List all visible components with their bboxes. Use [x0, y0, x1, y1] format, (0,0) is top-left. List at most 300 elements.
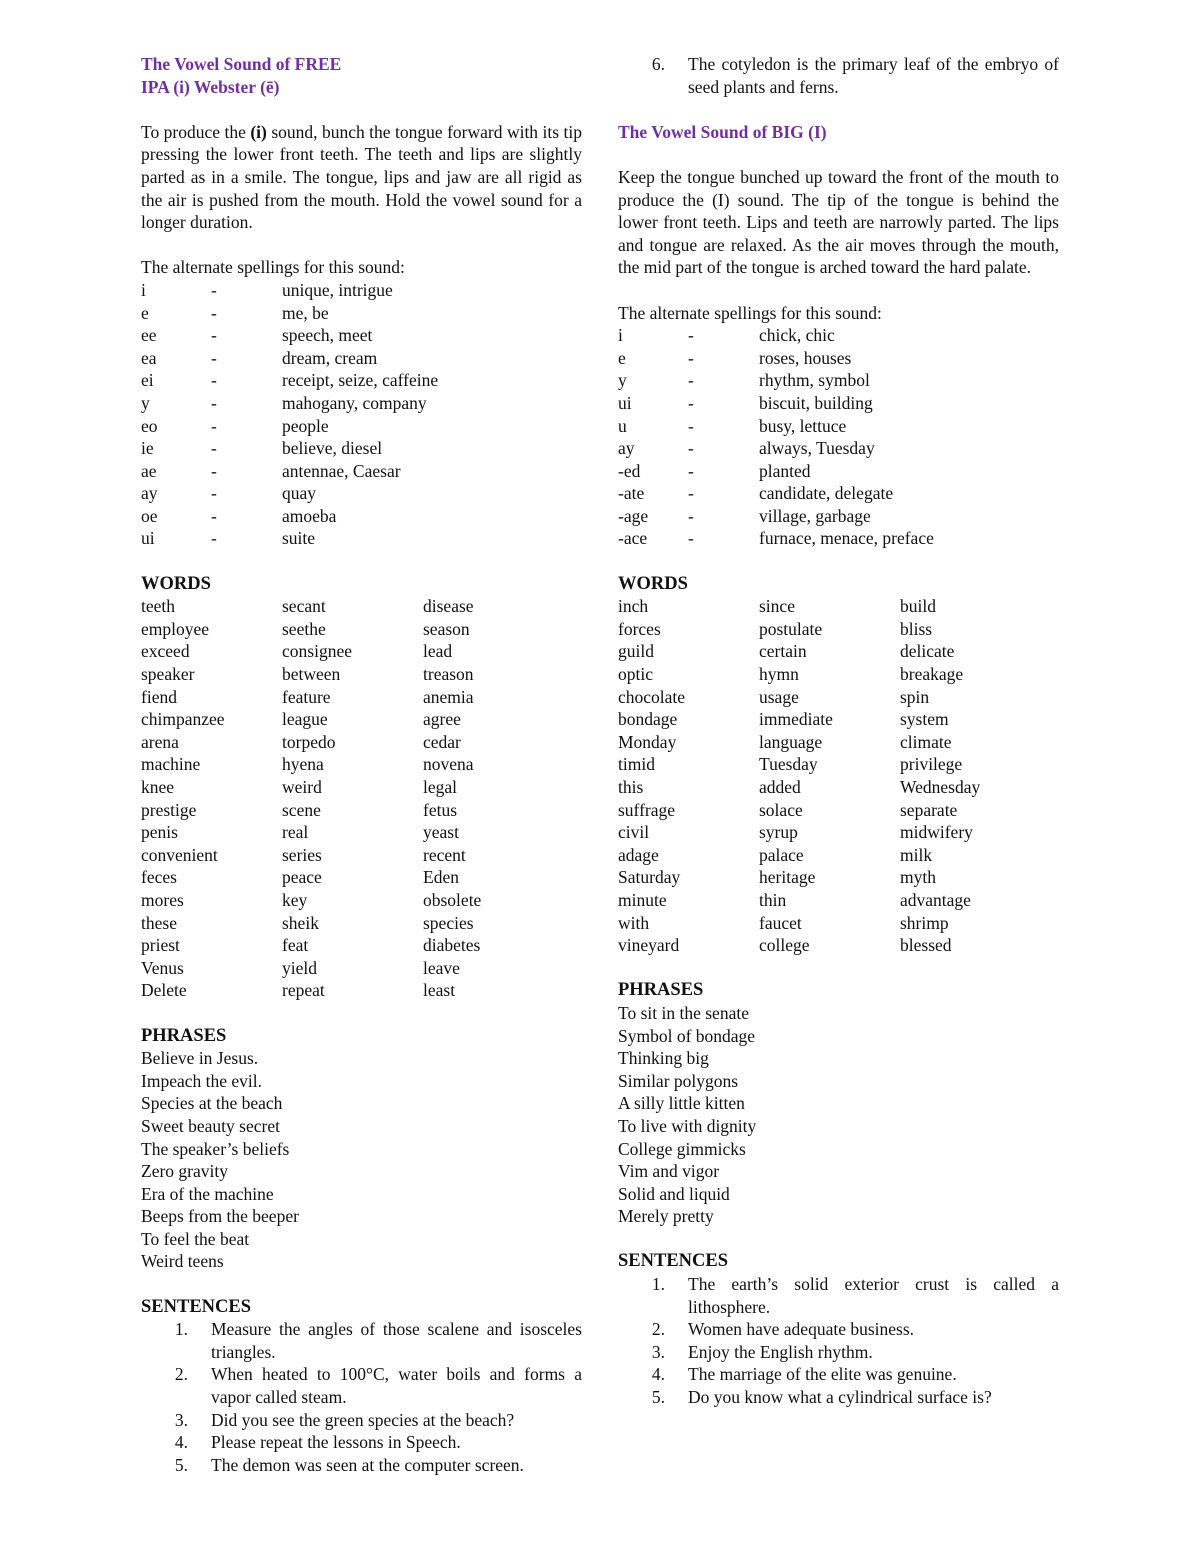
spelling-examples: mahogany, company: [282, 392, 427, 413]
word-cell: immediate: [759, 709, 833, 730]
sentence-number: 2.: [651, 1319, 665, 1340]
word-cell: bondage: [618, 709, 678, 730]
phrase-item: Beeps from the beeper: [141, 1206, 299, 1227]
word-cell: feature: [282, 686, 331, 707]
word-cell: delicate: [900, 641, 955, 662]
spelling-pattern: i: [141, 279, 146, 300]
words-heading: WORDS: [618, 573, 688, 594]
spelling-pattern: -ate: [618, 483, 645, 504]
spelling-row: [618, 527, 1059, 550]
word-cell: recent: [423, 844, 466, 865]
sentence-item: [618, 1318, 1059, 1341]
words-row: [618, 821, 1059, 844]
spelling-row: [141, 369, 582, 392]
phrases-list: [618, 1002, 1059, 1228]
word-cell: obsolete: [423, 889, 482, 910]
words-heading: WORDS: [141, 573, 211, 594]
word-cell: this: [618, 777, 644, 797]
words-row: [618, 844, 1059, 867]
word-cell: usage: [759, 686, 799, 707]
spelling-pattern: i: [618, 325, 623, 346]
word-cell: optic: [618, 664, 653, 685]
word-cell: seethe: [282, 618, 326, 639]
word-cell: myth: [900, 867, 936, 888]
spellings-list: [618, 324, 1059, 550]
word-cell: spin: [900, 686, 930, 707]
spelling-examples: rhythm, symbol: [759, 370, 870, 391]
spelling-dash: -: [211, 279, 217, 300]
words-row: [141, 731, 582, 754]
word-cell: agree: [423, 709, 461, 730]
words-row: [141, 799, 582, 822]
spelling-row: [141, 527, 582, 550]
words-row: [618, 889, 1059, 912]
sentence-number: 1.: [174, 1319, 188, 1340]
words-row: [618, 663, 1059, 686]
spelling-pattern: -ed: [618, 460, 641, 481]
spelling-row: [618, 505, 1059, 528]
word-cell: suffrage: [618, 799, 676, 820]
phrase-item: Weird teens: [141, 1251, 224, 1272]
phrase-item: Era of the machine: [141, 1183, 274, 1204]
word-cell: college: [759, 935, 810, 956]
words-grid: [618, 595, 1059, 957]
word-cell: palace: [759, 844, 804, 865]
word-cell: feces: [141, 867, 177, 888]
left-column: [141, 53, 582, 1476]
section-title-big: The Vowel Sound of BIG (I): [618, 121, 827, 142]
phrase-item: To live with dignity: [618, 1115, 757, 1136]
sentences-list: [618, 1273, 1059, 1409]
phrase-item: Similar polygons: [618, 1070, 739, 1091]
spelling-row: [618, 347, 1059, 370]
spelling-dash: -: [211, 370, 217, 391]
word-cell: fetus: [423, 799, 458, 820]
word-cell: advantage: [900, 889, 971, 910]
phrases-heading: PHRASES: [618, 980, 704, 1001]
spelling-row: [618, 460, 1059, 483]
word-cell: species: [423, 912, 474, 933]
sentence-text: The cotyledon is the primary leaf of the embryo of seed plants and ferns.: [688, 54, 1059, 97]
word-cell: league: [282, 709, 328, 730]
sentence-item: [618, 1363, 1059, 1386]
sentence-text: Measure the angles of those scalene and isosceles triangles.: [211, 1319, 582, 1362]
spelling-examples: receipt, seize, caffeine: [282, 370, 439, 391]
spelling-row: [141, 392, 582, 415]
word-cell: Wednesday: [900, 777, 981, 797]
word-cell: priest: [141, 935, 180, 956]
spelling-examples: candidate, delegate: [759, 483, 894, 504]
spelling-dash: -: [688, 415, 694, 436]
word-cell: heritage: [759, 867, 816, 888]
words-row: [618, 799, 1059, 822]
phrase-item: Symbol of bondage: [618, 1025, 756, 1046]
word-cell: added: [759, 777, 801, 797]
phrase-item: Solid and liquid: [618, 1183, 730, 1204]
spelling-dash: -: [688, 325, 694, 346]
spelling-row: [141, 415, 582, 438]
words-row: [618, 595, 1059, 618]
spelling-examples: chick, chic: [759, 325, 835, 346]
word-cell: yield: [282, 957, 317, 978]
sentence-text: Please repeat the lessons in Speech.: [211, 1432, 461, 1453]
word-cell: midwifery: [900, 822, 973, 843]
sentence-text: The earth’s solid exterior crust is called a lithosphere.: [688, 1274, 1059, 1317]
word-cell: bliss: [900, 618, 933, 639]
word-cell: timid: [618, 754, 655, 775]
spelling-row: [141, 460, 582, 483]
word-cell: machine: [141, 754, 201, 775]
sentence-number: 3.: [174, 1409, 188, 1430]
sentence-item: [618, 53, 1059, 98]
word-cell: syrup: [759, 822, 798, 843]
spelling-row: [141, 505, 582, 528]
spelling-examples: biscuit, building: [759, 392, 873, 413]
word-cell: adage: [618, 844, 659, 865]
spelling-examples: always, Tuesday: [759, 438, 875, 459]
spelling-row: [141, 347, 582, 370]
spelling-examples: antennae, Caesar: [282, 460, 401, 481]
alt-spellings-heading: The alternate spellings for this sound:: [141, 257, 405, 278]
word-cell: consignee: [282, 641, 352, 662]
spelling-pattern: ea: [141, 347, 157, 368]
word-cell: real: [282, 822, 309, 843]
spelling-pattern: oe: [141, 505, 158, 526]
spelling-pattern: -age: [618, 505, 649, 526]
spelling-pattern: ay: [141, 483, 158, 504]
sentence-number: 1.: [651, 1274, 665, 1295]
spelling-dash: -: [688, 483, 694, 504]
sentence-item: [141, 1318, 582, 1363]
spelling-dash: -: [688, 528, 694, 549]
spelling-dash: -: [688, 370, 694, 391]
words-row: [141, 618, 582, 641]
word-cell: season: [423, 618, 470, 639]
spelling-dash: -: [211, 415, 217, 436]
spelling-examples: dream, cream: [282, 347, 378, 368]
spelling-row: [141, 437, 582, 460]
phrase-item: A silly little kitten: [618, 1093, 745, 1114]
spelling-pattern: -ace: [618, 528, 648, 549]
phrases-list: [141, 1047, 582, 1273]
word-cell: Monday: [618, 731, 677, 752]
word-cell: exceed: [141, 641, 190, 662]
sentence-item: [618, 1341, 1059, 1364]
ipa-webster-label: IPA (i) Webster (ē): [141, 76, 280, 97]
spelling-row: [618, 437, 1059, 460]
word-cell: forces: [618, 618, 661, 639]
word-cell: legal: [423, 777, 458, 797]
word-cell: blessed: [900, 935, 952, 956]
spelling-row: [618, 482, 1059, 505]
word-cell: thin: [759, 889, 787, 910]
word-cell: inch: [618, 596, 649, 617]
sentence-text: Women have adequate business.: [688, 1319, 915, 1340]
phrase-item: Believe in Jesus.: [141, 1048, 259, 1069]
word-cell: anemia: [423, 686, 474, 707]
sentence-number: 6.: [651, 54, 665, 74]
words-row: [618, 618, 1059, 641]
alt-spellings-heading: The alternate spellings for this sound:: [618, 302, 882, 323]
word-cell: vineyard: [618, 935, 680, 956]
word-cell: Eden: [423, 867, 459, 888]
words-row: [618, 753, 1059, 776]
words-row: [141, 663, 582, 686]
words-row: [141, 979, 582, 1002]
sentence-number: 2.: [174, 1364, 188, 1385]
spelling-pattern: e: [618, 347, 626, 368]
spelling-pattern: ee: [141, 325, 157, 346]
word-cell: since: [759, 596, 795, 617]
spelling-pattern: ie: [141, 438, 154, 459]
word-cell: secant: [282, 596, 326, 617]
word-cell: prestige: [141, 799, 197, 820]
word-cell: mores: [141, 889, 184, 910]
phrase-item: Sweet beauty secret: [141, 1115, 280, 1136]
words-row: [618, 934, 1059, 957]
word-cell: teeth: [141, 596, 176, 617]
word-cell: system: [900, 709, 949, 730]
spelling-row: [618, 392, 1059, 415]
word-cell: Tuesday: [759, 754, 818, 775]
words-row: [141, 640, 582, 663]
sentence-text: When heated to 100°C, water boils and forms a vapor called steam.: [211, 1364, 582, 1408]
word-cell: between: [282, 664, 341, 685]
spelling-row: [141, 302, 582, 325]
word-cell: breakage: [900, 664, 964, 685]
word-cell: Saturday: [618, 867, 681, 888]
spellings-list: [141, 279, 582, 550]
spelling-examples: village, garbage: [759, 505, 871, 526]
words-row: [141, 708, 582, 731]
intro-paragraph: [141, 121, 582, 234]
words-row: [141, 889, 582, 912]
word-cell: series: [282, 844, 322, 865]
words-row: [141, 686, 582, 709]
word-cell: fiend: [141, 686, 177, 707]
word-cell: certain: [759, 641, 807, 662]
sentences-heading: SENTENCES: [618, 1251, 729, 1272]
word-cell: penis: [141, 822, 178, 843]
spelling-pattern: y: [618, 370, 627, 391]
sentences-list-continued: [618, 53, 1059, 98]
phrase-item: Species at the beach: [141, 1093, 283, 1114]
intro-symbol: (i): [250, 121, 267, 142]
word-cell: these: [141, 912, 177, 933]
spelling-row: [618, 324, 1059, 347]
sentence-item: [618, 1273, 1059, 1318]
sentence-item: [141, 1409, 582, 1432]
spelling-examples: believe, diesel: [282, 438, 383, 459]
spelling-dash: -: [211, 392, 217, 413]
word-cell: disease: [423, 596, 474, 617]
word-cell: leave: [423, 957, 460, 978]
spelling-dash: -: [211, 505, 217, 526]
word-cell: least: [423, 980, 456, 1001]
spelling-examples: me, be: [282, 302, 329, 323]
spelling-dash: -: [688, 438, 694, 459]
phrase-item: The speaker’s beliefs: [141, 1138, 290, 1159]
sentence-number: 5.: [651, 1387, 665, 1408]
sentence-number: 3.: [651, 1341, 665, 1362]
words-row: [618, 731, 1059, 754]
sentence-item: [141, 1363, 582, 1408]
sentence-number: 4.: [174, 1432, 188, 1453]
spelling-examples: roses, houses: [759, 347, 852, 368]
word-cell: weird: [282, 777, 322, 797]
phrase-item: Vim and vigor: [618, 1161, 720, 1182]
sentences-list: [141, 1318, 582, 1476]
phrase-item: Merely pretty: [618, 1206, 714, 1227]
word-cell: repeat: [282, 980, 325, 1001]
section-title-free: The Vowel Sound of FREE: [141, 54, 342, 74]
word-cell: build: [900, 596, 936, 617]
word-cell: privilege: [900, 754, 963, 775]
word-cell: shrimp: [900, 912, 949, 933]
spelling-dash: -: [211, 438, 217, 459]
sentence-item: [141, 1431, 582, 1454]
sentence-text: Enjoy the English rhythm.: [688, 1341, 873, 1362]
words-row: [618, 776, 1059, 799]
spelling-row: [141, 324, 582, 347]
words-row: [141, 821, 582, 844]
spelling-examples: amoeba: [282, 505, 337, 526]
word-cell: Delete: [141, 980, 187, 1001]
spelling-pattern: e: [141, 302, 149, 323]
word-cell: yeast: [423, 822, 459, 843]
spelling-pattern: eo: [141, 415, 158, 436]
spelling-row: [141, 279, 582, 302]
word-cell: peace: [282, 867, 322, 888]
word-cell: climate: [900, 731, 952, 752]
right-column: [618, 53, 1059, 1409]
word-cell: employee: [141, 618, 210, 639]
spelling-pattern: y: [141, 392, 150, 413]
word-cell: cedar: [423, 731, 461, 752]
spelling-pattern: ui: [141, 528, 155, 549]
sentence-text: The demon was seen at the computer screen.: [211, 1454, 524, 1475]
spelling-dash: -: [688, 505, 694, 526]
word-cell: sheik: [282, 912, 319, 933]
spelling-examples: people: [282, 415, 329, 436]
spelling-examples: busy, lettuce: [759, 415, 847, 436]
word-cell: arena: [141, 731, 179, 752]
words-row: [141, 957, 582, 980]
words-grid: [141, 595, 582, 1002]
spelling-dash: -: [211, 460, 217, 481]
spelling-examples: unique, intrigue: [282, 279, 393, 300]
word-cell: Venus: [141, 957, 184, 978]
phrase-item: To feel the beat: [141, 1228, 250, 1249]
word-cell: convenient: [141, 844, 218, 865]
phrase-item: Impeach the evil.: [141, 1070, 262, 1091]
spelling-examples: speech, meet: [282, 325, 373, 346]
sentence-text: Do you know what a cylindrical surface is?: [688, 1387, 992, 1408]
word-cell: scene: [282, 799, 321, 820]
spelling-examples: furnace, menace, preface: [759, 528, 934, 549]
word-cell: treason: [423, 664, 474, 685]
spelling-pattern: ay: [618, 438, 635, 459]
word-cell: lead: [423, 641, 453, 662]
spelling-pattern: ui: [618, 392, 632, 413]
word-cell: guild: [618, 641, 654, 662]
word-cell: chimpanzee: [141, 709, 225, 730]
intro-paragraph: Keep the tongue bunched up toward the front of the mouth to produce the (I) sound. The tip of the tongue is behind the lower front teeth. Lips and teeth are narrowly parted. The lips and tongue are relaxed. As the air moves through the mouth, the mid part of the tongue is arched toward the hard palate.: [618, 166, 1059, 278]
word-cell: chocolate: [618, 686, 686, 707]
spelling-pattern: ei: [141, 370, 154, 391]
words-row: [618, 866, 1059, 889]
intro-text-end: sound, bunch the tongue forward with its tip pressing the lower front teeth. The teeth and lips are slightly parted as in a smile. The tongue, lips and jaw are all rigid as the air is pushed from the mouth. Hold the vowel sound for a longer duration.: [141, 121, 582, 233]
words-row: [141, 866, 582, 889]
phrase-item: Thinking big: [618, 1048, 709, 1069]
word-cell: separate: [900, 799, 958, 820]
phrase-item: College gimmicks: [618, 1138, 746, 1159]
sentence-number: 4.: [651, 1364, 665, 1385]
word-cell: minute: [618, 889, 667, 910]
word-cell: civil: [618, 822, 650, 843]
spelling-dash: -: [211, 325, 217, 346]
word-cell: novena: [423, 754, 474, 775]
word-cell: diabetes: [423, 935, 481, 956]
word-cell: postulate: [759, 618, 823, 639]
spelling-pattern: u: [618, 415, 627, 436]
spelling-dash: -: [211, 347, 217, 368]
words-row: [141, 934, 582, 957]
spelling-examples: quay: [282, 483, 317, 504]
spelling-row: [141, 482, 582, 505]
words-row: [141, 912, 582, 935]
spelling-dash: -: [211, 302, 217, 323]
sentence-number: 5.: [174, 1454, 188, 1475]
spelling-dash: -: [688, 392, 694, 413]
sentences-heading: SENTENCES: [141, 1296, 252, 1317]
word-cell: milk: [900, 844, 933, 865]
word-cell: key: [282, 889, 308, 910]
spelling-examples: suite: [282, 528, 316, 549]
sentence-item: [141, 1454, 582, 1477]
words-row: [141, 844, 582, 867]
words-row: [618, 686, 1059, 709]
word-cell: with: [618, 912, 650, 933]
phrase-item: To sit in the senate: [618, 1002, 749, 1023]
spelling-examples: planted: [759, 460, 811, 481]
phrase-item: Zero gravity: [141, 1161, 228, 1182]
spelling-row: [618, 415, 1059, 438]
words-row: [618, 912, 1059, 935]
word-cell: knee: [141, 777, 175, 797]
sentence-item: [618, 1386, 1059, 1409]
sentence-text: The marriage of the elite was genuine.: [688, 1364, 957, 1385]
phrases-heading: PHRASES: [141, 1025, 227, 1046]
spelling-dash: -: [211, 528, 217, 549]
sentence-text: Did you see the green species at the beach?: [211, 1409, 515, 1430]
word-cell: hyena: [282, 754, 324, 775]
word-cell: solace: [759, 799, 803, 820]
words-row: [141, 776, 582, 799]
word-cell: faucet: [759, 912, 802, 933]
spelling-dash: -: [688, 460, 694, 481]
word-cell: torpedo: [282, 731, 336, 752]
words-row: [141, 595, 582, 618]
words-row: [141, 753, 582, 776]
spelling-dash: -: [688, 347, 694, 368]
word-cell: language: [759, 731, 823, 752]
words-row: [618, 708, 1059, 731]
word-cell: feat: [282, 935, 309, 956]
word-cell: hymn: [759, 664, 799, 685]
word-cell: speaker: [141, 664, 195, 685]
spelling-pattern: ae: [141, 460, 157, 481]
